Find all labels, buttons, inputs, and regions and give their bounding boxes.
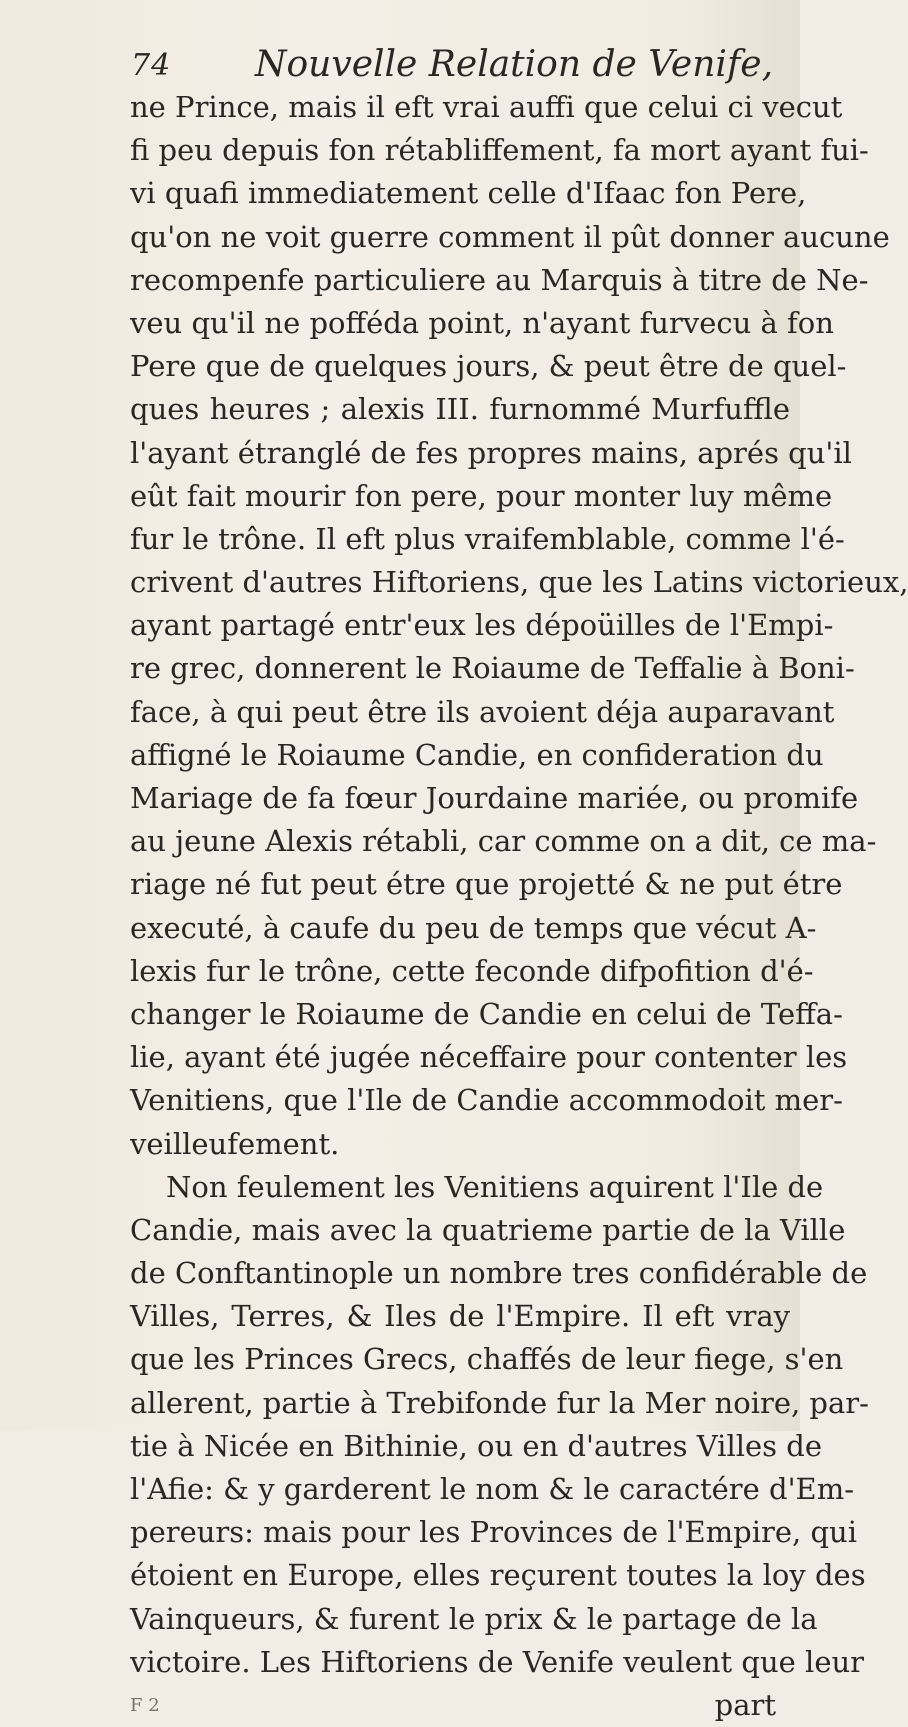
text-line: pereurs: mais pour les Provinces de l'Empire, qui [130,1515,857,1550]
text-line: allerent, partie à Trebifonde fur la Mer noire, par- [130,1385,869,1420]
signature-mark: F 2 [130,1694,160,1716]
text-line: victoire. Les Hiftoriens de Venife veulent que leur [130,1644,865,1679]
text-line: veu qu'il ne pofféda point, n'ayant furvecu à fon [130,305,834,340]
text-line: ques heures ; alexis III. furnommé Murfuffle [130,392,790,427]
text-line: tie à Nicée en Bithinie, ou en d'autres Villes de [130,1428,822,1463]
text-line: étoient en Europe, elles reçurent toutes la loy des [130,1558,866,1593]
text-line: au jeune Alexis rétabli, car comme on a dit, ce ma- [130,824,877,859]
page-header [0,44,800,90]
text-line: que les Princes Grecs, chaffés de leur fiege, s'en [130,1342,844,1377]
text-line: crivent d'autres Hiftoriens, que les Latins victorieux, [130,565,908,600]
text-line: vi quafi immediatement celle d'Ifaac fon Pere, [130,176,807,211]
text-line: re grec, donnerent le Roiaume de Teffalie à Boni- [130,651,855,686]
text-line: l'ayant étranglé de fes propres mains, aprés qu'il [130,435,852,470]
text-line: Vainqueurs, & furent le prix & le partage de la [130,1601,818,1636]
text-line: eût fait mourir fon pere, pour monter luy même [130,478,833,513]
text-line: l'Afie: & y garderent le nom & le caractére d'Em- [130,1472,855,1506]
text-line: Venitiens, que l'Ile de Candie accommodoit mer- [130,1083,843,1118]
page-footer [130,1684,790,1727]
text-line: fi peu depuis fon rétabliffement, fa mort ayant fui- [130,133,869,168]
text-line: riage né fut peut étre que projetté & ne put étre [130,867,843,902]
text-line: Candie, mais avec la quatrieme partie de la Ville [130,1212,846,1247]
text-line: changer le Roiaume de Candie en celui de Teffa- [130,996,843,1031]
text-line: Villes, Terres, & Iles de l'Empire. Il eft vray [130,1299,790,1334]
catchword: part [714,1687,776,1722]
text-line: veilleufement. [130,1126,340,1161]
text-line: lexis fur le trône, cette feconde difpofition d'é- [130,953,814,988]
text-line: Mariage de fa fœur Jourdaine mariée, ou promife [130,781,859,815]
text-line: lie, ayant été jugée néceffaire pour contenter les [130,1040,848,1075]
text-line: executé, à caufe du peu de temps que vécut A- [130,910,817,945]
text-line: ne Prince, mais il eft vrai auffi que celui ci vecut [130,90,843,124]
text-line: qu'on ne voit guerre comment il pût donner aucune [130,219,890,254]
text-line: face, à qui peut être ils avoient déja auparavant [130,694,835,729]
text-line: ayant partagé entr'eux les dépoüilles de l'Empi- [130,608,834,643]
text-line: fur le trône. Il eft plus vraifemblable, comme l'é- [130,521,845,556]
body-text [130,86,908,1727]
running-title: Nouvelle Relation de Venife, [255,44,774,85]
text-line: de Conftantinople un nombre tres confidérable de [130,1256,868,1291]
text-line: Pere que de quelques jours, & peut être de quel- [130,349,847,384]
text-line: affigné le Roiaume Candie, en confideration du [130,737,824,772]
page-number: 74 [131,48,172,83]
paragraph-start-line: Non feulement les Venitiens aquirent l'Ile de [166,1169,824,1204]
text-line: recompenfe particuliere au Marquis à titre de Ne- [130,262,869,297]
